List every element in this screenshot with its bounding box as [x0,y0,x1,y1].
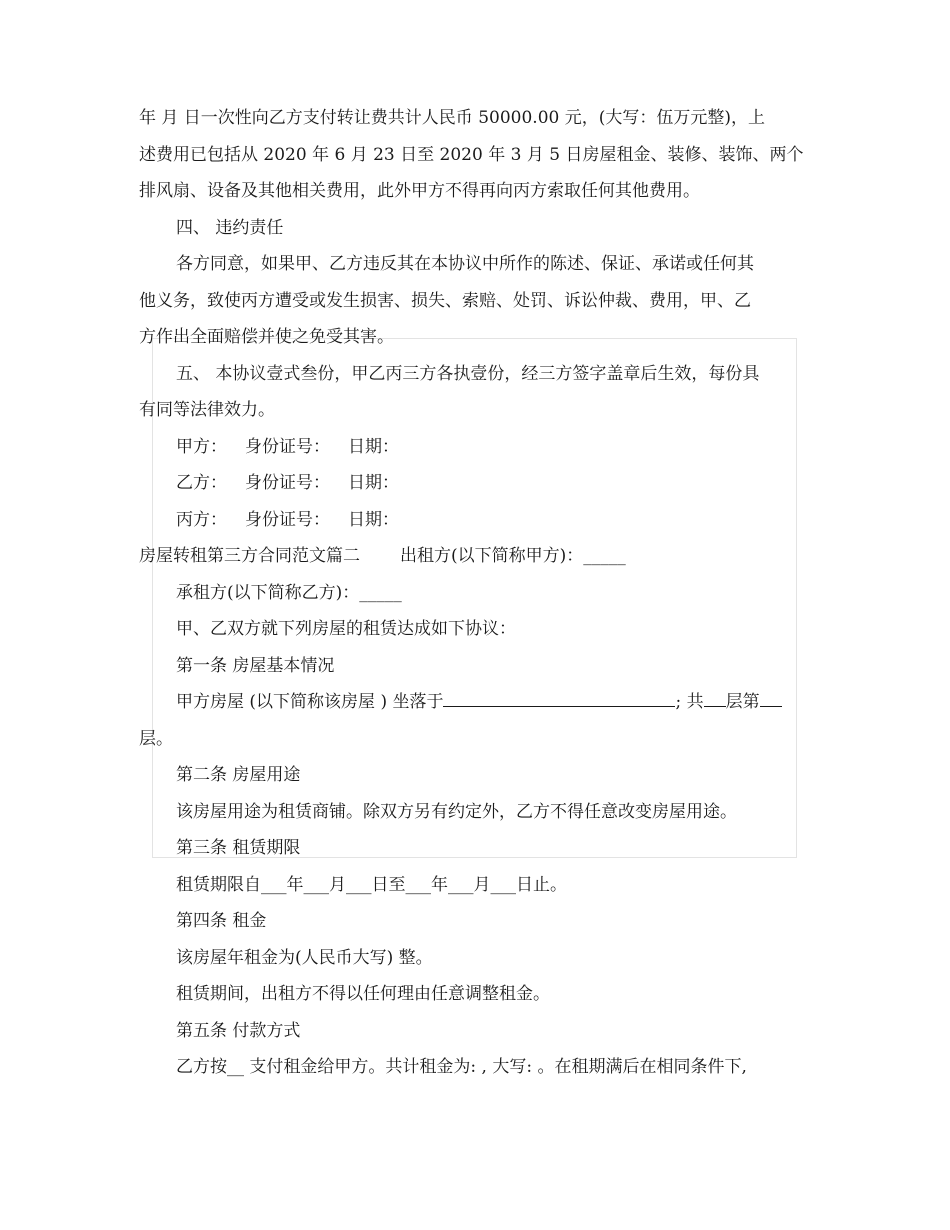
section-5-line: 五、 本协议壹式叁份，甲乙丙三方各执壹份，经三方签字盖章后生效，每份具 [176,363,760,384]
article-2-text: 该房屋用途为租赁商铺。除双方另有约定外，乙方不得任意改变房屋用途。 [176,801,737,822]
body-line-5: 各方同意，如果甲、乙方违反其在本协议中所作的陈述、保证、承诺或任何其 [176,254,754,274]
article-1-floors-text: ; 共 [675,692,704,712]
lessee-line: 承租方(以下简称乙方)：_____ [176,582,402,603]
article-4-text-2: 租赁期间，出租方不得以任何理由任意调整租金。 [176,984,550,1004]
party-label: 甲方： [176,436,227,457]
party-label: 乙方： [176,473,227,493]
date-label: 日期： [348,509,399,530]
signature-row-a [139,429,819,466]
article-1-location-text: 甲方房屋 (以下简称该房屋 ) 坐落于 [176,692,444,712]
body-line-7: 方作出全面赔偿并使之免受其害。 [139,327,394,347]
document-body [139,100,819,1086]
floors-blank [704,691,726,707]
body-line-6: 他义务，致使丙方遭受或发生损害、损失、索赔、处罚、诉讼仲裁、费用，甲、乙 [139,290,751,311]
floor-number-blank [760,691,782,707]
date-label: 日期： [348,473,399,493]
article-1-line [139,684,819,721]
address-blank [443,691,675,707]
body-line-1: 年 月 日一次性向乙方支付转让费共计人民币 50000.00 元，(大写：伍万元整)，上 [139,108,765,128]
article-4-title: 第四条 租金 [176,911,267,931]
article-3-title: 第三条 租赁期限 [176,838,301,858]
body-line-9: 有同等法律效力。 [139,400,275,420]
article-3-text: 租赁期限自___年___月___日至___年___月___日止。 [176,874,567,895]
signature-row-b [139,465,819,502]
article-1-end: 层。 [139,728,173,749]
section-2-heading-line [139,538,819,575]
lessor-line: 出租方(以下简称甲方)：_____ [400,546,626,566]
section-4-heading: 四、 违约责任 [176,217,284,238]
body-line-3: 排风扇、设备及其他相关费用，此外甲方不得再向丙方索取任何其他费用。 [139,181,700,201]
article-5-text: 乙方按__ 支付租金给甲方。共计租金为: , 大写: 。在租期满后在相同条件下, [176,1057,747,1077]
body-line-2: 述费用已包括从 2020 年 6 月 23 日至 2020 年 3 月 5 日房屋租金、装修、装饰、两个 [139,144,804,165]
agreement-intro: 甲、乙双方就下列房屋的租赁达成如下协议： [176,619,516,639]
article-1-floor-text: 层第 [725,692,760,712]
id-label: 身份证号： [245,473,330,493]
article-1-title: 第一条 房屋基本情况 [176,655,335,676]
id-label: 身份证号： [245,436,330,457]
article-4-text-1: 该房屋年租金为(人民币大写) 整。 [176,947,433,968]
signature-row-c [139,502,819,539]
party-label: 丙方： [176,509,227,530]
article-5-title: 第五条 付款方式 [176,1020,301,1041]
id-label: 身份证号： [245,509,330,530]
date-label: 日期： [348,436,399,457]
article-2-title: 第二条 房屋用途 [176,765,301,785]
section-2-title: 房屋转租第三方合同范文篇二 [139,546,360,566]
